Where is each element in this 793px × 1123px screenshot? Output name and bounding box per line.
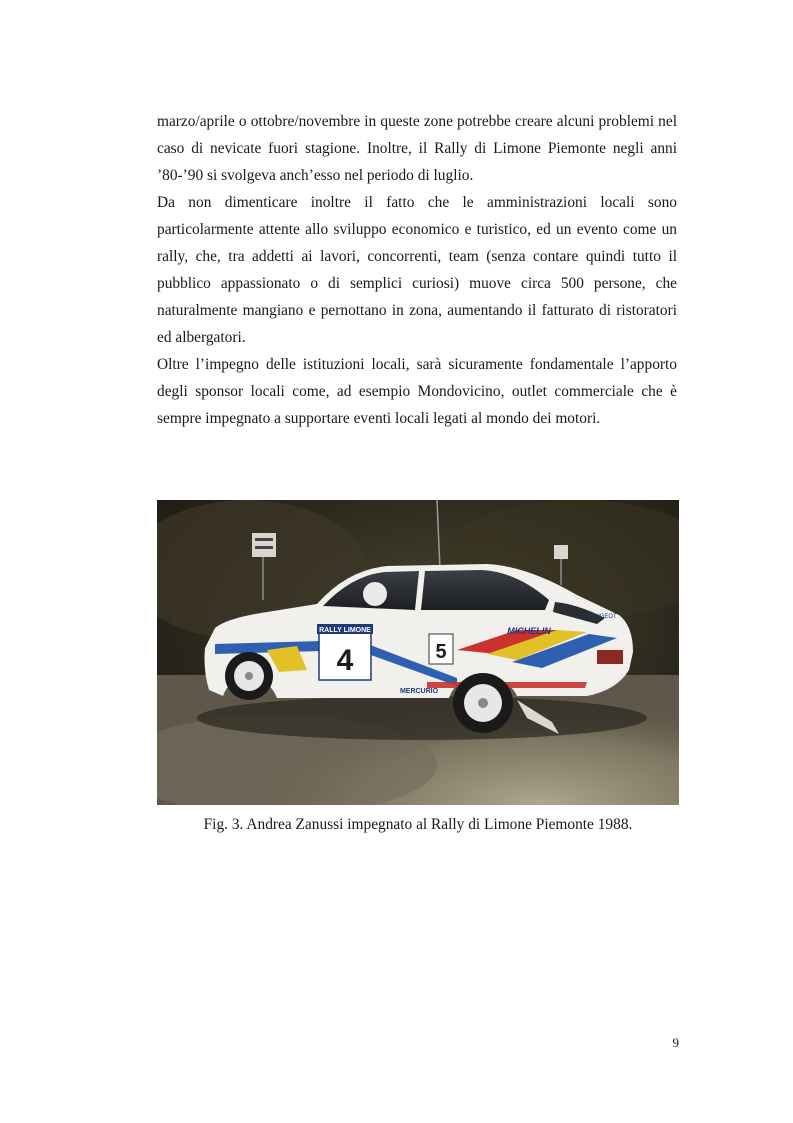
rally-plate-text: RALLY LIMONE bbox=[319, 627, 371, 634]
car-number: 4 bbox=[336, 644, 354, 677]
paragraph-2: Da non dimenticare inoltre il fatto che le amministrazioni locali sono particolarmente attente allo sviluppo economico e turistico, ed un evento come un rally, che, tra addetti ai lavori, concorrenti, team (senza contare quindi tutto il pubblico appassionato o di semplici curiosi) muove circa 500 persone, che naturalmente mangiano e pernottano in zona, aumentando il fatturato di ristoratori ed albergatori. bbox=[157, 194, 677, 346]
mercurio-sponsor: MERCURIO bbox=[399, 688, 439, 695]
figure-caption: Fig. 3. Andrea Zanussi impegnato al Rally di Limone Piemonte 1988. bbox=[203, 816, 633, 833]
rally-car-photo bbox=[157, 500, 679, 805]
rear-wheel bbox=[453, 673, 513, 733]
paragraph-1: marzo/aprile o ottobre/novembre in queste zone potrebbe creare alcuni problemi nel caso di nevicate fuori stagione. Inoltre, il Rally di Limone Piemonte negli anni ’80-’90 si svolgeva anch’esso nel periodo di luglio. bbox=[157, 113, 677, 184]
door-plate-number: 5 bbox=[435, 641, 447, 663]
front-wheel bbox=[225, 652, 273, 700]
page-number: 9 bbox=[672, 1035, 679, 1050]
michelin-sponsor: MICHELIN bbox=[507, 626, 551, 636]
paragraph-3: Oltre l’impegno delle istituzioni locali, sarà sicuramente fondamentale l’apporto degli sponsor locali come, ad esempio Mondovicino, outlet commerciale che è sempre impegnato a supportare eventi locali legati al mondo dei motori. bbox=[157, 356, 677, 427]
body-text bbox=[157, 108, 677, 432]
brand-label: PEUGEOT bbox=[587, 614, 617, 620]
rally-car-illustration bbox=[157, 500, 679, 805]
